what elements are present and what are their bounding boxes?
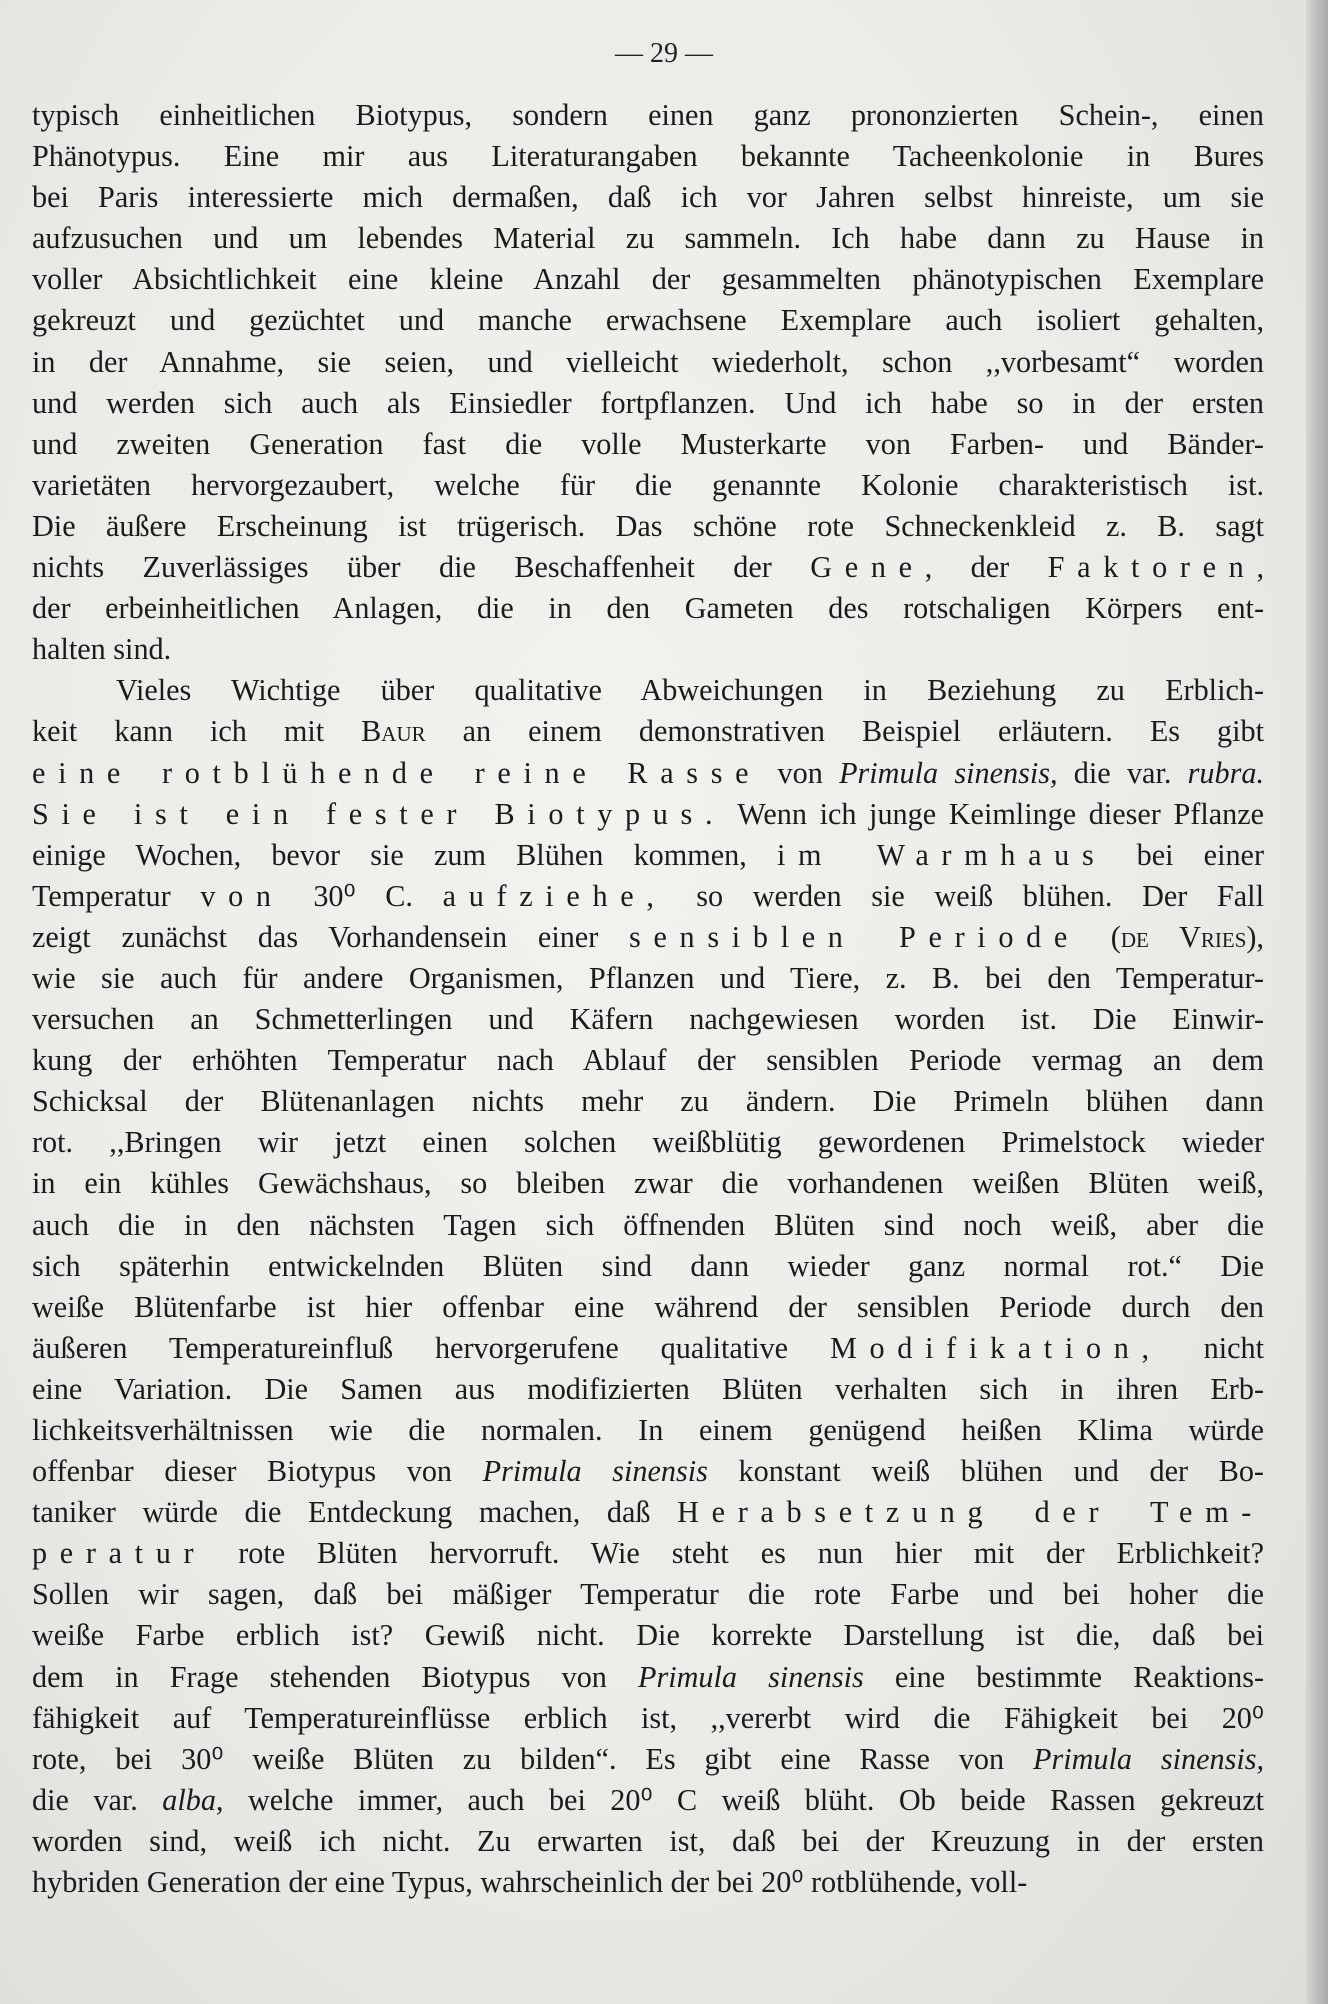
spaced-emphasis: im Warmhaus [776, 837, 1107, 872]
text-run: varietäten hervorgezaubert, welche für die genannte Kolonie charakteristisch ist. [32, 467, 1264, 502]
text-run: zeigt zunächst das Vorhandensein einer [32, 919, 630, 954]
text-line [32, 300, 1264, 341]
text-run: 30⁰ C. [283, 878, 443, 913]
text-line [32, 1862, 1264, 1903]
text-line [32, 958, 1264, 999]
spaced-emphasis: Modifikation, [829, 1330, 1162, 1365]
text-line [32, 753, 1264, 794]
text-run: nicht [1161, 1330, 1264, 1365]
text-run: weiße Blütenfarbe ist hier offenbar eine während der sensiblen Periode durch den [32, 1289, 1264, 1324]
text-run: bei Paris interessierte mich dermaßen, daß ich vor Jahren selbst hinreiste, um sie [32, 180, 1264, 215]
text-line [32, 1040, 1264, 1081]
text-run: fähigkeit auf Temperatureinflüsse erblich ist, ,,vererbt wird die Fähigkeit bei 20⁰ [32, 1700, 1264, 1735]
text-line [32, 1533, 1264, 1574]
page-edge [1306, 0, 1328, 2004]
text-run: auch die in den nächsten Tagen sich öffnenden Blüten sind noch weiß, aber die [32, 1207, 1264, 1242]
text-run: ( [1080, 919, 1121, 954]
text-run: bei einer [1106, 837, 1265, 872]
author-name: de Vries [1120, 919, 1247, 954]
text-run: an einem demonstrativen Beispiel erläutern. Es gibt [425, 714, 1264, 749]
text-line [32, 465, 1264, 506]
text-run: versuchen an Schmetterlingen und Käfern nachgewiesen worden ist. Die Einwir- [32, 1002, 1264, 1037]
text-line [32, 711, 1264, 752]
author-name: Baur [361, 714, 426, 749]
body-text [32, 95, 1264, 1903]
text-run: eine Variation. Die Samen aus modifizierten Blüten verhalten sich in ihren Erb- [32, 1371, 1264, 1406]
text-line [32, 177, 1264, 218]
text-run: und werden sich auch als Einsiedler fortpflanzen. Und ich habe so in der ersten [32, 385, 1264, 420]
text-run: äußeren Temperatureinfluß hervorgerufene qualitative [32, 1330, 830, 1365]
text-line [32, 506, 1264, 547]
spaced-emphasis: peratur [32, 1536, 207, 1571]
italic-term: Primula sinensis, [839, 755, 1058, 790]
italic-term: Primula sinensis [482, 1454, 708, 1489]
spaced-emphasis: eine rotblühende reine Rasse [32, 755, 762, 790]
text-run: ), [1246, 919, 1264, 954]
italic-term: alba, [162, 1782, 224, 1817]
text-run: in ein kühles Gewächshaus, so bleiben zwar die vorhandenen weißen Blüten weiß, [32, 1166, 1264, 1201]
text-run: wie sie auch für andere Organismen, Pflanzen und Tiere, z. B. bei den Temperatur- [32, 960, 1264, 995]
text-run: taniker würde die Entdeckung machen, daß [32, 1495, 678, 1530]
text-run: worden sind, weiß ich nicht. Zu erwarten ist, daß bei der Kreuzung in der ersten [32, 1823, 1264, 1858]
italic-term: Primula sinensis, [1033, 1741, 1264, 1776]
text-line [32, 999, 1264, 1040]
text-run: einige Wochen, bevor sie zum Blühen kommen, [32, 837, 777, 872]
spaced-emphasis: Gene [810, 550, 925, 585]
text-line [32, 1657, 1264, 1698]
text-line [32, 835, 1264, 876]
spaced-emphasis: Faktoren [1047, 550, 1257, 585]
text-run: rote, bei 30⁰ weiße Blüten zu bilden“. Es gibt eine Rasse von [32, 1741, 1033, 1776]
text-line [32, 1122, 1264, 1163]
text-line [32, 218, 1264, 259]
text-line [32, 136, 1264, 177]
text-run: sich späterhin entwickelnden Blüten sind dann wieder ganz normal rot.“ Die [32, 1248, 1264, 1283]
text-line [32, 1739, 1264, 1780]
text-line [32, 1821, 1264, 1862]
text-run: , der [924, 550, 1048, 585]
text-line [32, 1410, 1264, 1451]
text-line [32, 917, 1264, 958]
text-run: der erbeinheitlichen Anlagen, die in den Gameten des rotschaligen Körpers ent- [32, 591, 1264, 626]
text-run: Sollen wir sagen, daß bei mäßiger Temperatur die rote Farbe und bei hoher die [32, 1577, 1264, 1612]
text-line [32, 1615, 1264, 1656]
text-line [32, 1780, 1264, 1821]
text-line [32, 629, 1264, 670]
text-run: eine bestimmte Reaktions- [863, 1659, 1264, 1694]
text-run: konstant weiß blühen und der Bo- [707, 1454, 1264, 1489]
text-line [32, 1369, 1264, 1410]
text-run: lichkeitsverhältnissen wie die normalen. In einem genügend heißen Klima würde [32, 1413, 1264, 1447]
text-run: so werden sie weiß blühen. Der Fall [666, 878, 1264, 913]
text-run: nichts Zuverlässiges über die Beschaffenheit der [32, 550, 811, 585]
text-run: und zweiten Generation fast die volle Musterkarte von Farben- und Bänder- [32, 426, 1264, 461]
text-run: in der Annahme, sie seien, und vielleicht wiederholt, schon ,,vorbesamt“ worden [32, 344, 1264, 379]
italic-term: Primula sinensis [638, 1659, 864, 1694]
spaced-emphasis: Herabsetzung der Tem- [677, 1495, 1264, 1530]
text-run: von [761, 755, 840, 790]
text-run: die var. [1057, 755, 1188, 790]
text-line [32, 424, 1264, 465]
text-line [32, 1328, 1264, 1369]
spaced-emphasis: Sie ist ein fester Biotypus. [32, 796, 726, 831]
text-line [32, 1287, 1264, 1328]
text-line [32, 1492, 1264, 1533]
text-run: dem in Frage stehenden Biotypus von [32, 1659, 639, 1694]
text-run: Temperatur [32, 878, 201, 913]
text-line [32, 547, 1264, 588]
text-line [32, 1163, 1264, 1204]
page-number: — 29 — [615, 38, 713, 69]
text-line [32, 95, 1264, 136]
text-run: Wenn ich junge Keimlinge dieser Pflanze [725, 796, 1264, 831]
text-run: hybriden Generation der eine Typus, wahrscheinlich der bei 20⁰ rotblühende, voll- [32, 1865, 1028, 1900]
text-run: welche immer, auch bei 20⁰ C weiß blüht. Ob beide Rassen gekreuzt [223, 1782, 1264, 1817]
text-line [32, 670, 1264, 711]
text-line [32, 794, 1264, 835]
text-run: offenbar dieser Biotypus von [32, 1454, 483, 1489]
text-line [32, 1698, 1264, 1739]
text-run: Vieles Wichtige über qualitative Abweichungen in Beziehung zu Erblich- [116, 673, 1264, 708]
text-run: Schicksal der Blütenanlagen nichts mehr zu ändern. Die Primeln blühen dann [32, 1084, 1264, 1119]
text-run: weiße Farbe erblich ist? Gewiß nicht. Die korrekte Darstellung ist die, daß bei [32, 1618, 1264, 1653]
text-run: keit kann ich mit [32, 714, 362, 749]
text-run: rot. ,,Bringen wir jetzt einen solchen weißblütig gewordenen Primelstock wieder [32, 1125, 1264, 1160]
text-run: Die äußere Erscheinung ist trügerisch. Das schöne rote Schneckenkleid z. B. sagt [32, 508, 1264, 543]
text-run: rote Blüten hervorruft. Wie steht es nun hier mit der Erblichkeit? [206, 1536, 1264, 1571]
text-run: kung der erhöhten Temperatur nach Ablauf der sensiblen Periode vermag an dem [32, 1043, 1264, 1078]
text-line [32, 259, 1264, 300]
text-line [32, 876, 1264, 917]
text-line [32, 383, 1264, 424]
text-line [32, 1205, 1264, 1246]
text-run: voller Absichtlichkeit eine kleine Anzahl der gesammelten phänotypischen Exemplare [32, 262, 1264, 297]
text-run: halten sind. [32, 632, 172, 667]
text-run: gekreuzt und gezüchtet und manche erwachsene Exemplare auch isoliert gehalten, [32, 303, 1264, 338]
text-line [32, 1451, 1264, 1492]
text-line [32, 1081, 1264, 1122]
text-line [32, 342, 1264, 383]
spaced-emphasis: von [200, 878, 284, 913]
spaced-emphasis: aufziehe, [442, 878, 667, 913]
spaced-emphasis: sensiblen Periode [629, 919, 1081, 954]
text-run: typisch einheitlichen Biotypus, sondern einen ganz prononzierten Schein-, einen [32, 98, 1264, 132]
text-run: Phänotypus. Eine mir aus Literaturangaben bekannte Tacheenkolonie in Bures [32, 139, 1264, 174]
text-line [32, 1574, 1264, 1615]
text-run: aufzusuchen und um lebendes Material zu sammeln. Ich habe dann zu Hause in [32, 221, 1264, 256]
text-run: , [1256, 550, 1264, 585]
text-line [32, 1246, 1264, 1287]
text-line [32, 588, 1264, 629]
italic-term: rubra. [1187, 755, 1264, 790]
text-run: die var. [32, 1782, 163, 1817]
